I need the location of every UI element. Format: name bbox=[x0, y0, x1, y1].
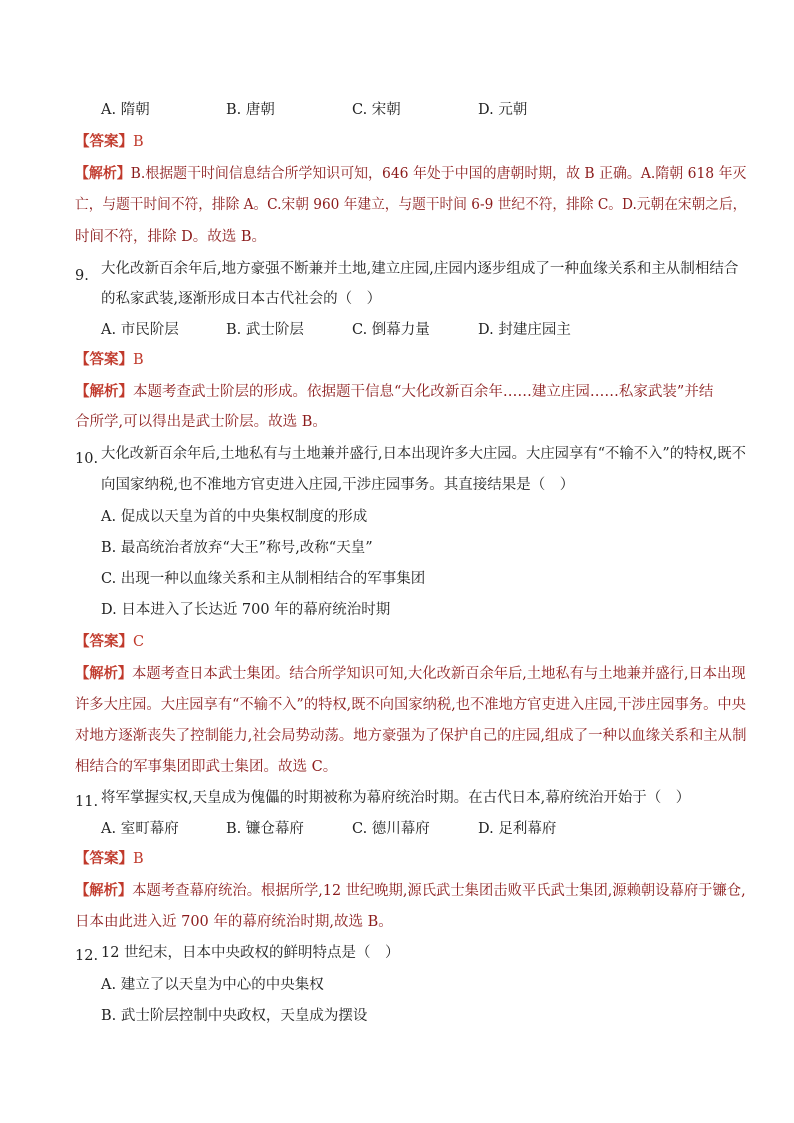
analysis-text: 本题考查日本武士集团。结合所学知识可知,大化改新百余年后,土地私有与土地兼并盛行,日本出现 bbox=[132, 666, 746, 682]
analysis-label: 【解析】 bbox=[75, 882, 133, 899]
option-b: B. 唐朝 bbox=[226, 102, 275, 118]
q9-number: 9. bbox=[75, 268, 89, 284]
q8-analysis-line-2: 亡，与题干时间不符，排除 A。C.宋朝 960 年建立，与题干时间 6-9 世纪不符，排除 C。D.元朝在宋朝之后， bbox=[75, 197, 747, 213]
q11-number: 11. bbox=[75, 794, 99, 810]
q8-answer bbox=[75, 132, 144, 152]
q9-analysis-line-2: 合所学,可以得出是武士阶层。故选 B。 bbox=[75, 414, 327, 430]
q10-number: 10. bbox=[75, 451, 99, 467]
answer-value: C bbox=[133, 634, 145, 650]
q12-option-a: A. 建立了以天皇为中心的中央集权 bbox=[101, 977, 324, 993]
option-d: D. 元朝 bbox=[478, 102, 528, 118]
q10-answer bbox=[75, 632, 144, 652]
analysis-label: 【解析】 bbox=[75, 165, 131, 182]
option-c: C. 宋朝 bbox=[352, 102, 401, 118]
answer-value: B bbox=[133, 851, 144, 867]
q11-stem-line-1: 将军掌握实权,天皇成为傀儡的时期被称为幕府统治时期。在古代日本,幕府统治开始于（ ） bbox=[101, 790, 691, 806]
q8-analysis-line-1 bbox=[75, 164, 746, 184]
q11-analysis-line-1 bbox=[75, 881, 746, 901]
q9-analysis-line-1 bbox=[75, 382, 713, 402]
q10-analysis-line-4: 相结合的军事集团即武士集团。故选 C。 bbox=[75, 759, 338, 775]
q11-analysis-line-2: 日本由此进入近 700 年的幕府统治时期,故选 B。 bbox=[75, 914, 393, 930]
answer-label: 【答案】 bbox=[75, 351, 133, 368]
q10-option-a: A. 促成以天皇为首的中央集权制度的形成 bbox=[101, 509, 368, 525]
analysis-text: 本题考查幕府统治。根据所学,12 世纪晚期,源氏武士集团击败平氏武士集团,源赖朝设幕府于镰仓, bbox=[132, 883, 746, 899]
q10-analysis-line-3: 对地方逐渐丧失了控制能力,社会局势动荡。地方豪强为了保护自己的庄园,组成了一种以血缘关系和主从制 bbox=[75, 728, 747, 744]
analysis-text: 本题考查武士阶层的形成。依据题干信息“大化改新百余年……建立庄园……私家武装”并结 bbox=[133, 384, 714, 400]
q9-answer bbox=[75, 350, 144, 370]
q10-stem-line-2: 向国家纳税,也不准地方官吏进入庄园,干涉庄园事务。其直接结果是（ ） bbox=[101, 477, 575, 493]
option-a: A. 市民阶层 bbox=[101, 322, 179, 338]
q10-option-c: C. 出现一种以血缘关系和主从制相结合的军事集团 bbox=[101, 571, 426, 587]
q10-analysis-line-1 bbox=[75, 664, 746, 684]
answer-label: 【答案】 bbox=[75, 133, 133, 150]
q9-stem-line-1: 大化改新百余年后,地方豪强不断兼并土地,建立庄园,庄园内逐步组成了一种血缘关系和主从制相结合 bbox=[101, 261, 739, 277]
option-b: B. 武士阶层 bbox=[226, 322, 304, 338]
answer-value: B bbox=[133, 352, 144, 368]
option-b: B. 镰仓幕府 bbox=[226, 821, 304, 837]
q12-option-b: B. 武士阶层控制中央政权，天皇成为摆设 bbox=[101, 1008, 368, 1024]
option-a: A. 室町幕府 bbox=[101, 821, 179, 837]
q11-answer bbox=[75, 849, 144, 869]
q9-stem-line-2: 的私家武装,逐渐形成日本古代社会的（ ） bbox=[101, 291, 382, 307]
q10-option-b: B. 最高统治者放弃“大王”称号,改称“天皇” bbox=[101, 540, 373, 556]
answer-label: 【答案】 bbox=[75, 850, 133, 867]
q10-analysis-line-2: 许多大庄园。大庄园享有“不输不入”的特权,既不向国家纳税,也不准地方官吏进入庄园,干涉庄园事务。中央 bbox=[75, 697, 746, 713]
option-d: D. 封建庄园主 bbox=[478, 322, 571, 338]
option-d: D. 足利幕府 bbox=[478, 821, 557, 837]
answer-value: B bbox=[133, 134, 144, 150]
q10-option-d: D. 日本进入了长达近 700 年的幕府统治时期 bbox=[101, 602, 391, 618]
analysis-text: B.根据题干时间信息结合所学知识可知，646 年处于中国的唐朝时期，故 B 正确。A.隋朝 618 年灭 bbox=[130, 166, 747, 182]
option-c: C. 德川幕府 bbox=[352, 821, 430, 837]
q10-stem-line-1: 大化改新百余年后,土地私有与土地兼并盛行,日本出现许多大庄园。大庄园享有“不输不入”的特权,既不 bbox=[101, 446, 746, 462]
q8-analysis-line-3: 时间不符，排除 D。故选 B。 bbox=[75, 229, 266, 245]
option-a: A. 隋朝 bbox=[101, 102, 150, 118]
analysis-label: 【解析】 bbox=[75, 665, 133, 682]
q12-number: 12. bbox=[75, 948, 99, 964]
option-c: C. 倒幕力量 bbox=[352, 322, 430, 338]
q12-stem-line-1: 12 世纪末，日本中央政权的鲜明特点是（ ） bbox=[101, 945, 400, 961]
answer-label: 【答案】 bbox=[75, 633, 133, 650]
analysis-label: 【解析】 bbox=[75, 383, 133, 400]
